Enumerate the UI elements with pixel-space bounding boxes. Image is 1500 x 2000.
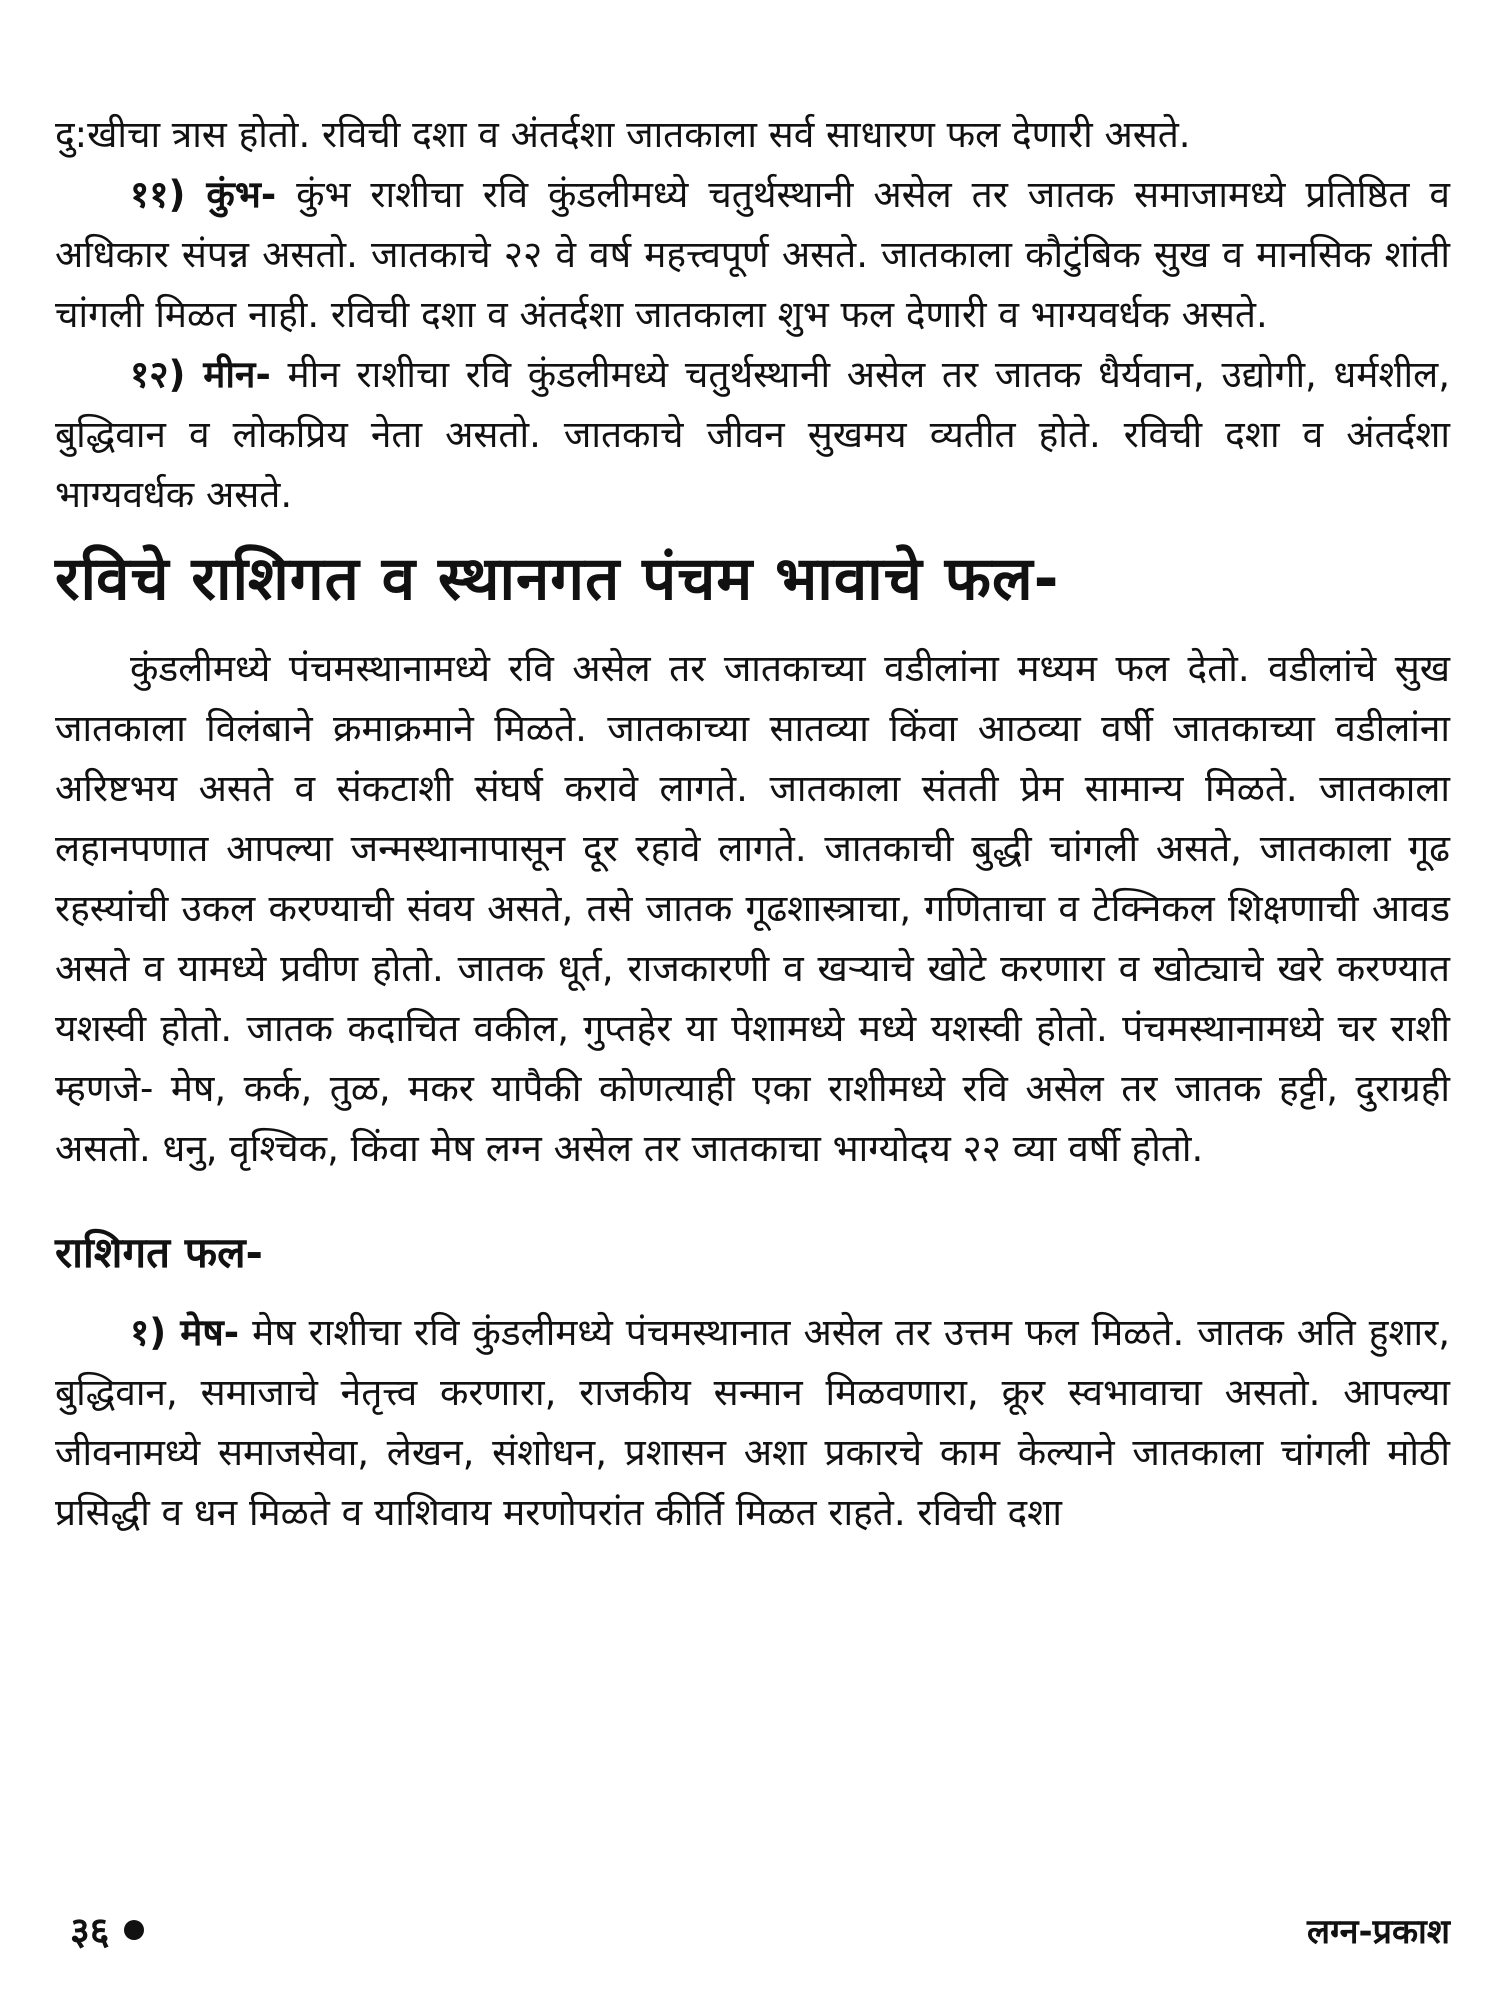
- paragraph-text: दु:खीचा त्रास होतो. रविची दशा व अंतर्दशा जातकाला सर्व साधारण फल देणारी असते.: [55, 113, 1191, 156]
- paragraph-meen: [55, 345, 1450, 525]
- paragraph-mesh: [55, 1303, 1450, 1543]
- main-heading: रविचे राशिगत व स्थानगत पंचम भावाचे फल-: [55, 544, 1060, 614]
- paragraph-lead: १२) मीन-: [130, 353, 271, 396]
- page-footer: [70, 1905, 1450, 1955]
- page-number-group: [70, 1904, 144, 1956]
- paragraph-lead: ११) कुंभ-: [130, 173, 277, 216]
- paragraph-kumbh: [55, 165, 1450, 345]
- paragraph-text: मीन राशीचा रवि कुंडलीमध्ये चतुर्थस्थानी असेल तर जातक धैर्यवान, उद्योगी, धर्मशील, बुद्धिवान व लोकप्रिय नेता असतो. जातकाचे जीवन सुखमय व्यतीत होते. रविची दशा व अंतर्दशा भाग्यवर्धक असते.: [55, 353, 1450, 516]
- sub-heading: राशिगत फल-: [55, 1228, 263, 1277]
- page-number: ३६: [70, 1909, 110, 1953]
- paragraph-text: कुंभ राशीचा रवि कुंडलीमध्ये चतुर्थस्थानी असेल तर जातक समाजामध्ये प्रतिष्ठित व अधिकार संपन्न असतो. जातकाचे २२ वे वर्ष महत्त्वपूर्ण असते. जातकाला कौटुंबिक सुख व मानसिक शांती चांगली मिळत नाही. रविची दशा व अंतर्दशा जातकाला शुभ फल देणारी व भाग्यवर्धक असते.: [55, 173, 1450, 336]
- paragraph-text: मेष राशीचा रवि कुंडलीमध्ये पंचमस्थानात असेल तर उत्तम फल मिळते. जातक अति हुशार, बुद्धिवान, समाजाचे नेतृत्त्व करणारा, राजकीय सन्मान मिळवणारा, क्रूर स्वभावाचा असतो. आपल्या जीवनामध्ये समाजसेवा, लेखन, संशोधन, प्रशासन अशा प्रकारचे काम केल्याने जातकाला चांगली मोठी प्रसिद्धी व धन मिळते व याशिवाय मरणोपरांत कीर्ति मिळत राहते. रविची दशा: [55, 1311, 1450, 1534]
- page-body: [55, 105, 1450, 1543]
- paragraph-continuation: [55, 105, 1450, 165]
- paragraph-main: कुंडलीमध्ये पंचमस्थानामध्ये रवि असेल तर जातकाच्या वडीलांना मध्यम फल देतो. वडीलांचे सुख जातकाला विलंबाने क्रमाक्रमाने मिळते. जातकाच्या सातव्या किंवा आठव्या वर्षी जातकाच्या वडीलांना अरिष्टभय असते व संकटाशी संघर्ष करावे लागते. जातकाला संतती प्रेम सामान्य मिळते. जातकाला लहानपणात आपल्या जन्मस्थानापासून दूर रहावे लागते. जातकाची बुद्धी चांगली असते, जातकाला गूढ रहस्यांची उकल करण्याची संवय असते, तसे जातक गूढशास्त्राचा, गणिताचा व टेक्निकल शिक्षणाची आवड असते व यामध्ये प्रवीण होतो. जातक धूर्त, राजकारणी व खऱ्याचे खोटे करणारा व खोट्याचे खरे करण्यात यशस्वी होतो. जातक कदाचित वकील, गुप्तहेर या पेशामध्ये मध्ये यशस्वी होतो. पंचमस्थानामध्ये चर राशी म्हणजे- मेष, कर्क, तुळ, मकर यापैकी कोणत्याही एका राशीमध्ये रवि असेल तर जातक हट्टी, दुराग्रही असतो. धनु, वृश्चिक, किंवा मेष लग्न असेल तर जातकाचा भाग्योदय २२ व्या वर्षी होतो.: [55, 647, 1450, 1170]
- bullet-dot-icon: [124, 1920, 144, 1940]
- book-title: लग्न-प्रकाश: [1307, 1912, 1450, 1952]
- paragraph-lead: १) मेष-: [130, 1311, 240, 1354]
